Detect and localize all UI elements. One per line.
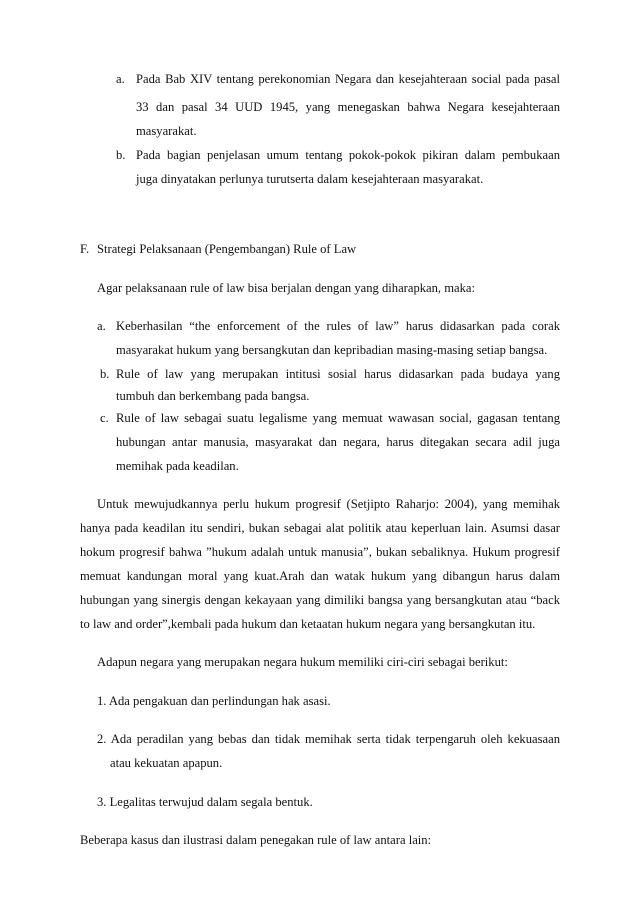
characteristics-item-1: 1. Ada pengakuan dan perlindungan hak asasi.	[97, 694, 331, 708]
strategy-c-line-1: Rule of law sebagai suatu legalisme yang memuat wawasan social, gagasan tentang	[116, 411, 560, 425]
list-marker: b.	[116, 148, 126, 162]
body-paragraph-line-4: memuat kandungan moral yang kuat.Arah dan watak hukum yang dibangun harus dalam	[80, 569, 560, 583]
section-marker: F.	[80, 242, 90, 256]
top-list-a-line-2: 33 dan pasal 34 UUD 1945, yang menegaskan bahwa Negara kesejahteraan	[136, 100, 560, 114]
list-marker: b.	[100, 367, 110, 381]
body-paragraph-line-2: hanya pada keadilan itu sendiri, bukan sebagai alat politik atau keperluan lain. Asumsi dasar	[80, 521, 560, 535]
closing-paragraph: Beberapa kasus dan ilustrasi dalam penegakan rule of law antara lain:	[80, 833, 432, 847]
top-list-a-line-1: Pada Bab XIV tentang perekonomian Negara dan kesejahteraan social pada pasal	[136, 72, 560, 86]
body-paragraph-line-5: hubungan yang sinergis dengan kekayaan yang dimiliki bangsa yang bersangkutan atau “back	[80, 593, 560, 607]
list-marker: c.	[100, 411, 109, 425]
top-list-a-line-3: masyarakat.	[136, 124, 197, 138]
strategy-b-line-1: Rule of law yang merupakan intitusi sosial harus didasarkan pada budaya yang	[116, 367, 560, 381]
strategy-a-line-2: masyarakat hukum yang bersangkutan dan kepribadian masing-masing setiap bangsa.	[116, 343, 548, 357]
strategy-a-line-1: Keberhasilan “the enforcement of the rules of law” harus didasarkan pada corak	[116, 319, 560, 333]
strategy-c-line-3: memihak pada keadilan.	[116, 459, 239, 473]
body-paragraph-line-6: to law and order”,kembali pada hukum dan ketaatan hukum negara yang bersangkutan itu.	[80, 617, 536, 631]
top-list-b-line-1: Pada bagian penjelasan umum tentang pokok-pokok pikiran dalam pembukaan	[136, 148, 560, 162]
characteristics-intro: Adapun negara yang merupakan negara hukum memiliki ciri-ciri sebagai berikut:	[97, 655, 508, 669]
body-paragraph-line-3: hokum progresif bahwa ”hukum adalah untuk manusia”, bukan sebaliknya. Hukum progresif	[80, 545, 560, 559]
strategy-b-line-2: tumbuh dan berkembang pada bangsa.	[116, 389, 310, 403]
list-marker: a.	[116, 72, 125, 86]
characteristics-item-3: 3. Legalitas terwujud dalam segala bentuk.	[97, 795, 313, 809]
characteristics-item-2-line-1: 2. Ada peradilan yang bebas dan tidak memihak serta tidak terpengaruh oleh kekuasaan	[97, 732, 560, 746]
strategy-c-line-2: hubungan antar manusia, masyarakat dan negara, harus ditegakan secara adil juga	[116, 435, 560, 449]
intro-paragraph: Agar pelaksanaan rule of law bisa berjalan dengan yang diharapkan, maka:	[97, 281, 476, 295]
top-list-b-line-2: juga dinyatakan perlunya turutserta dalam kesejahteraan masyarakat.	[136, 172, 484, 186]
section-title: Strategi Pelaksanaan (Pengembangan) Rule of Law	[97, 242, 357, 256]
list-marker: a.	[97, 319, 106, 333]
body-paragraph-line-1: Untuk mewujudkannya perlu hukum progresif (Setjipto Raharjo: 2004), yang memihak	[97, 497, 560, 511]
characteristics-item-2-line-2: atau kekuatan apapun.	[110, 756, 223, 770]
